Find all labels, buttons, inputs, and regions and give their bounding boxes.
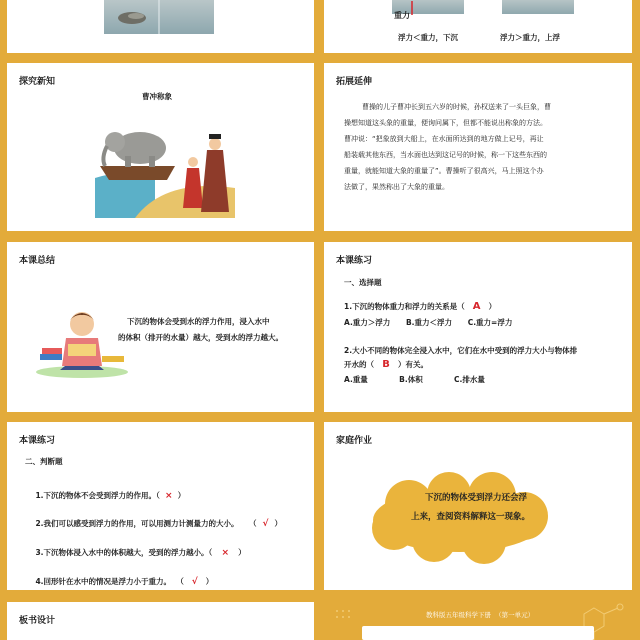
judge-text: 3.下沉物体浸入水中的体积越大，受到的浮力越小。（ [35,548,213,557]
story-line: 法做了，果然称出了大象的重量。 [344,183,449,191]
story-line: 船装载其他东西，当水面也达到这记号的时候，称一下这些东西的 [344,151,547,159]
question-2 [344,358,428,372]
label-gravity: 重力 [394,11,410,20]
caption-sink: 浮力＜重力，下沉 [398,33,458,42]
slide-title: 拓展延伸 [336,77,373,87]
slide-homework [324,422,632,590]
slide-buoyancy-compare [324,0,632,53]
judge-text-end: ） [238,548,246,557]
answer-mark: B [382,359,390,370]
stone-icon [104,0,214,34]
dotted-decor [334,608,364,628]
answer-mark: √ [191,577,198,587]
summary-line: 的体积（排开的水量）越大，受到水的浮力越大。 [118,333,283,342]
slide-board-design [7,602,314,640]
slide-float-demo [7,0,314,53]
summary-line: 下沉的物体会受到水的浮力作用，浸入水中 [127,317,270,326]
slide-title: 本课总结 [19,256,56,266]
question-text: 开水的（ [344,360,374,369]
slide-title: 板书设计 [19,616,56,626]
question-text-end: ） [488,302,497,311]
judge-text-end: ） [274,519,282,528]
reading-child-illustration [32,300,132,380]
section-heading: 一、选择题 [344,278,382,287]
answer-mark: × [165,491,173,501]
homework-line: 上来，查阅资料解释这一现象。 [411,512,531,522]
story-line: 操想知道这头象的重量，便询问属下，但都不能说出称象的方法。 [344,119,547,127]
question-text: 1.下沉的物体重力和浮力的关系是（ [344,302,465,311]
caption-float: 浮力＞重力，上浮 [500,33,560,42]
story-line: 曹操的儿子曹冲长到五六岁的时候，孙权送来了一头巨象，曹 [362,103,551,111]
story-line: 曹冲说：“把象放到大船上，在水面所达到的地方做上记号，再让 [344,135,544,143]
judge-text-end: ） [205,577,214,586]
answer-mark: × [221,548,230,558]
answer-mark: A [472,301,481,312]
slide-title: 家庭作业 [336,436,373,446]
slide-title: 本课练习 [19,436,56,446]
slide-explore [7,63,314,231]
question-1 [344,300,496,314]
photo-object-in-water [104,0,214,34]
question-2-options: A.重量 B.体积 C.排水量 [344,375,485,384]
slide-title: 本课练习 [336,256,373,266]
illustration-caption: 曹冲称象 [142,92,172,101]
story-line: 重量，就能知道大象的重量了”。曹操听了很高兴，马上照这个办 [344,167,544,175]
story-paragraph [324,99,632,195]
answer-mark: √ [262,519,269,529]
question-text-end: ）有关。 [398,360,428,369]
photo-floating [502,0,574,14]
homework-line: 下沉的物体受到浮力还会浮 [425,493,528,503]
slide-summary [7,242,314,412]
judge-text: 2.我们可以感受到浮力的作用，可以用测力计测量力的大小。 （ [35,519,257,528]
slide-practice-judge [7,422,314,590]
slide-title: 探究新知 [19,77,56,87]
section-heading: 二、判断题 [25,457,63,466]
cao-chong-elephant-illustration [95,108,235,218]
question-2-line: 2.大小不同的物体完全浸入水中，它们在水中受到的浮力大小与物体排 [344,346,578,355]
judge-item [25,561,213,590]
white-panel [362,626,594,640]
judge-text-end: ） [177,491,186,500]
slide-practice-choice [324,242,632,412]
judge-text: 4.回形针在水中的情况是浮力小于重力。 （ [35,577,184,586]
judge-text: 1.下沉的物体不会受到浮力的作用。（ [35,491,160,500]
question-1-options: A.重力＞浮力 B.重力＜浮力 C.重力=浮力 [344,318,513,327]
slide-extension [324,63,632,231]
slide-cover [324,602,632,640]
footer-text: 教科版五年级科学下册 （第一单元） [426,611,535,619]
